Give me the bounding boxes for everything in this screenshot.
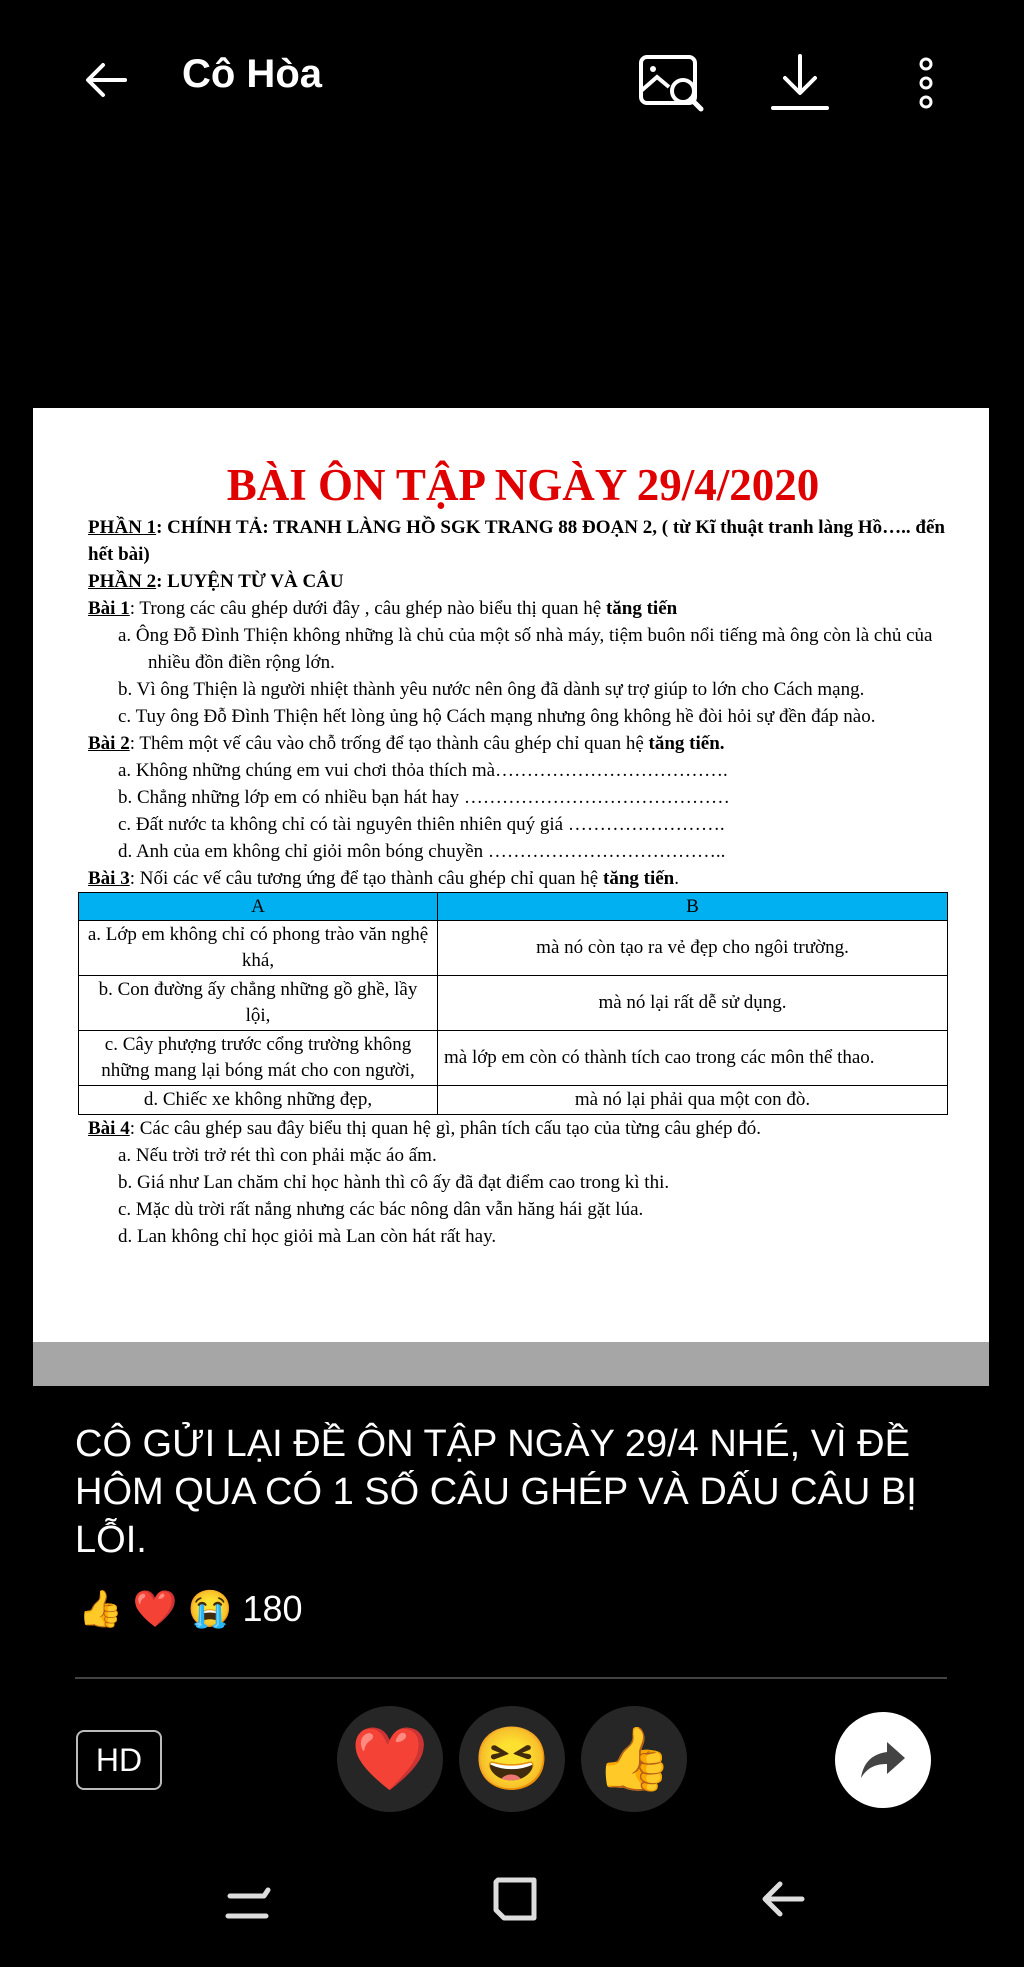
system-nav-bar (0, 1860, 1024, 1940)
laughing-face-icon: 😆 (473, 1724, 551, 1794)
document-footer-bar (33, 1342, 989, 1386)
table-row (79, 1031, 948, 1086)
download-icon (767, 52, 833, 114)
home-icon[interactable] (490, 1874, 540, 1924)
table-row (79, 1086, 948, 1115)
bai4-item: b. Giá như Lan chăm chỉ học hành thì cô ấy đã đạt điểm cao trong kì thi. (118, 1172, 670, 1193)
reaction-summary[interactable] (78, 1588, 313, 1630)
table-cell-b: mà lớp em còn có thành tích cao trong các môn thể thao. (438, 1031, 948, 1086)
share-icon (857, 1738, 909, 1782)
bai4-item: a. Nếu trời trở rét thì con phải mặc áo ấm. (118, 1145, 437, 1166)
post-caption: CÔ GỬI LẠI ĐỀ ÔN TẬP NGÀY 29/4 NHÉ, VÌ ĐỀ HÔM QUA CÓ 1 SỐ CÂU GHÉP VÀ DẤU CÂU BỊ LỖI. (75, 1423, 917, 1561)
download-button[interactable] (764, 50, 836, 116)
bai1-heading: Bài 1: Trong các câu ghép dưới đây , câu ghép nào biểu thị quan hệ tăng tiến (88, 598, 678, 619)
bai1-item: b. Vì ông Thiện là người nhiệt thành yêu nước nên ông đã dành sự trợ giúp to lớn cho Cách mạng. (118, 679, 865, 700)
image-search-icon (637, 51, 707, 115)
table-cell-a: a. Lớp em không chỉ có phong trào văn nghệ khá, (79, 921, 438, 976)
love-reaction-button[interactable] (337, 1706, 443, 1812)
bai4-item: d. Lan không chỉ học giỏi mà Lan còn hát rất hay. (118, 1226, 497, 1247)
matching-table (78, 892, 948, 1115)
table-cell-b: mà nó còn tạo ra vẻ đẹp cho ngôi trường. (438, 921, 948, 976)
document-image[interactable] (33, 408, 989, 1386)
heart-icon: ❤️ (351, 1724, 429, 1794)
table-row (79, 976, 948, 1031)
table-cell-a: b. Con đường ấy chẳng những gồ ghề, lầy lội, (79, 976, 438, 1031)
love-emoji-icon: ❤️ (132, 1588, 178, 1629)
table-cell-b: mà nó lại phải qua một con đò. (438, 1086, 948, 1115)
table-cell-a: c. Cây phượng trước cổng trường không những mang lại bóng mát cho con người, (79, 1031, 438, 1086)
bai2-item: d. Anh của em không chỉ giỏi môn bóng chuyền ……………………………….. (118, 841, 726, 862)
bai2-item: b. Chẳng những lớp em có nhiều bạn hát hay …………………………………… (118, 787, 730, 808)
haha-reaction-button[interactable] (459, 1706, 565, 1812)
hd-button[interactable]: HD (76, 1730, 162, 1790)
recent-apps-icon[interactable] (224, 1876, 272, 1924)
part1: PHẦN 1: CHÍNH TẢ: TRANH LÀNG HỒ SGK TRANG 88 ĐOẠN 2, ( từ Kĩ thuật tranh làng Hồ….. đến hết bài) (88, 517, 945, 565)
reaction-count: 180 (242, 1588, 303, 1629)
nav-back-icon[interactable] (758, 1874, 808, 1924)
bai2-item: c. Đất nước ta không chỉ có tài nguyên thiên nhiên quý giá ……………………. (118, 814, 725, 835)
image-search-button[interactable] (636, 50, 708, 116)
bai4-item: c. Mặc dù trời rất nắng nhưng các bác nông dân vẫn hăng hái gặt lúa. (118, 1199, 644, 1220)
bai1-item: c. Tuy ông Đỗ Đình Thiện hết lòng ủng hộ Cách mạng nhưng ông không hề đòi hỏi sự đền đáp nào. (118, 706, 876, 727)
like-reaction-button[interactable] (581, 1706, 687, 1812)
thumbs-up-icon: 👍 (595, 1724, 673, 1794)
bai1-item: a. Ông Đỗ Đình Thiện không những là chủ của một số nhà máy, tiệm buôn nổi tiếng mà ông còn là chủ của nhiều đồn điền rộng lớn. (118, 625, 933, 673)
table-header-a: A (79, 893, 438, 921)
document-title: BÀI ÔN TẬP NGÀY 29/4/2020 (226, 460, 820, 510)
table-row (79, 921, 948, 976)
bai3-heading: Bài 3: Nối các vế câu tương ứng để tạo thành câu ghép chỉ quan hệ tăng tiến. (88, 868, 679, 889)
table-cell-b: mà nó lại rất dễ sử dụng. (438, 976, 948, 1031)
share-button[interactable] (835, 1712, 931, 1808)
bai2-item: a. Không những chúng em vui chơi thỏa thích mà………………………………. (118, 760, 728, 781)
bai2-heading: Bài 2: Thêm một vế câu vào chỗ trống để tạo thành câu ghép chỉ quan hệ tăng tiến. (88, 733, 725, 754)
bai4-heading: Bài 4: Các câu ghép sau đây biểu thị quan hệ gì, phân tích cấu tạo của từng câu ghép đó. (88, 1118, 761, 1139)
back-button[interactable] (78, 52, 134, 108)
document-content (88, 460, 958, 1250)
top-bar (0, 0, 1024, 160)
arrow-left-icon (81, 55, 131, 105)
cry-emoji-icon: 😭 (187, 1588, 233, 1629)
table-cell-a: d. Chiếc xe không những đẹp, (79, 1086, 438, 1115)
like-emoji-icon: 👍 (78, 1588, 123, 1629)
more-vertical-icon (916, 56, 936, 110)
table-header-b: B (438, 893, 948, 921)
divider (75, 1677, 947, 1679)
part2: PHẦN 2: LUYỆN TỪ VÀ CÂU (88, 571, 344, 592)
more-options-button[interactable] (904, 50, 948, 116)
page-title: Cô Hòa (182, 52, 322, 96)
